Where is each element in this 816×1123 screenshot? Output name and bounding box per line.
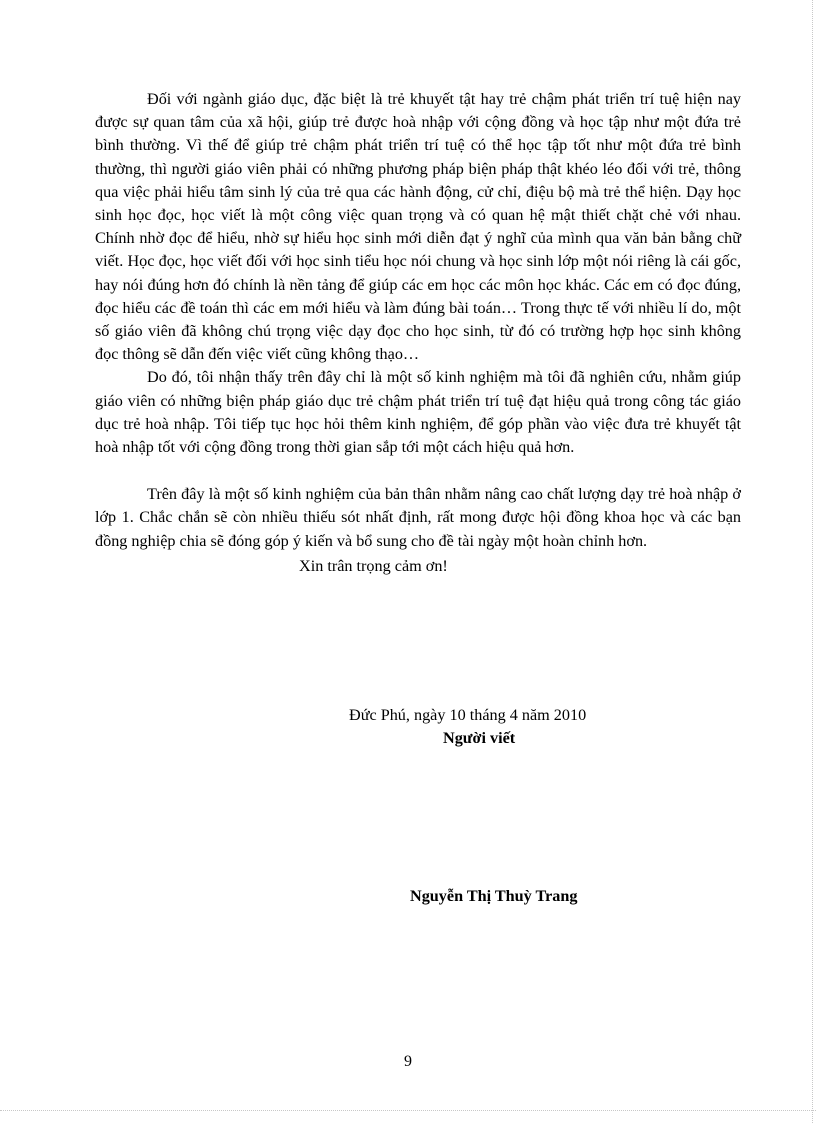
place-date: Đức Phú, ngày 10 tháng 4 năm 2010 xyxy=(349,706,587,724)
paragraph-2: Do đó, tôi nhận thấy trên đây chỉ là một số kinh nghiệm mà tôi đã nghiên cứu, nhằm giúp giáo viên có những biện pháp giáo dục trẻ chậm phát triển trí tuệ đạt hiệu quả trong công tác giáo dục trẻ hoà nhập. Tôi tiếp tục học hỏi thêm kinh nghiệm, để góp phần vào việc đưa trẻ khuyết tật hoà nhập tốt với cộng đồng trong thời gian sắp tới một cách hiệu quả hơn. xyxy=(95,368,741,457)
signer-name: Nguyễn Thị Thuỳ Trang xyxy=(410,887,578,905)
paragraph-1: Đối với ngành giáo dục, đặc biệt là trẻ khuyết tật hay trẻ chậm phát triển trí tuệ hiện nay được sự quan tâm của xã hội, giúp trẻ được hoà nhập với cộng đồng và học tập như một đứa trẻ bình thường. Vì thế để giúp trẻ chậm phát triển trí tuệ có thể học tập tốt như một đứa trẻ bình thường, thì người giáo viên phải có những phương pháp biện pháp thật khéo léo đối với trẻ, thông qua việc phải hiểu tâm sinh lý của trẻ qua các hành động, cử chỉ, điệu bộ mà trẻ thể hiện. Dạy học sinh học đọc, học viết là một công việc quan trọng và có quan hệ mật thiết chặt chẻ với nhau. Chính nhờ đọc để hiểu, nhờ sự hiểu học sinh mới diễn đạt ý nghĩ của mình qua văn bản bằng chữ viết. Học đọc, học viết đối với học sinh tiểu học nói chung và học sinh lớp một nói riêng là cái gốc, hay nói đúng hơn đó chính là nền tảng để giúp các em học các môn học khác. Các em có đọc đúng, đọc hiểu các đề toán thì các em mới hiểu và làm đúng bài toán… Trong thực tế với nhiều lí do, một số giáo viên đã không chú trọng việc dạy đọc cho học sinh, từ đó có trường hợp học sinh không đọc thông sẽ dẫn đến việc viết cũng không thạo… xyxy=(95,90,741,364)
page-number: 9 xyxy=(404,1053,412,1070)
paragraph-3: Trên đây là một số kinh nghiệm của bản thân nhằm nâng cao chất lượng dạy trẻ hoà nhập ở lớp 1. Chắc chắn sẽ còn nhiều thiếu sót nhất định, rất mong được hội đồng khoa học và các bạn đồng nghiệp chia sẽ đóng góp ý kiến và bổ sung cho đề tài ngày một hoàn chỉnh hơn. xyxy=(95,485,741,550)
document-body xyxy=(95,88,741,578)
thanks-line: Xin trân trọng cảm ơn! xyxy=(299,556,448,575)
paragraph-spacer xyxy=(95,459,741,483)
writer-label: Người viết xyxy=(443,729,516,747)
page-bottom-edge xyxy=(0,1110,816,1111)
page-right-edge xyxy=(812,0,813,1123)
